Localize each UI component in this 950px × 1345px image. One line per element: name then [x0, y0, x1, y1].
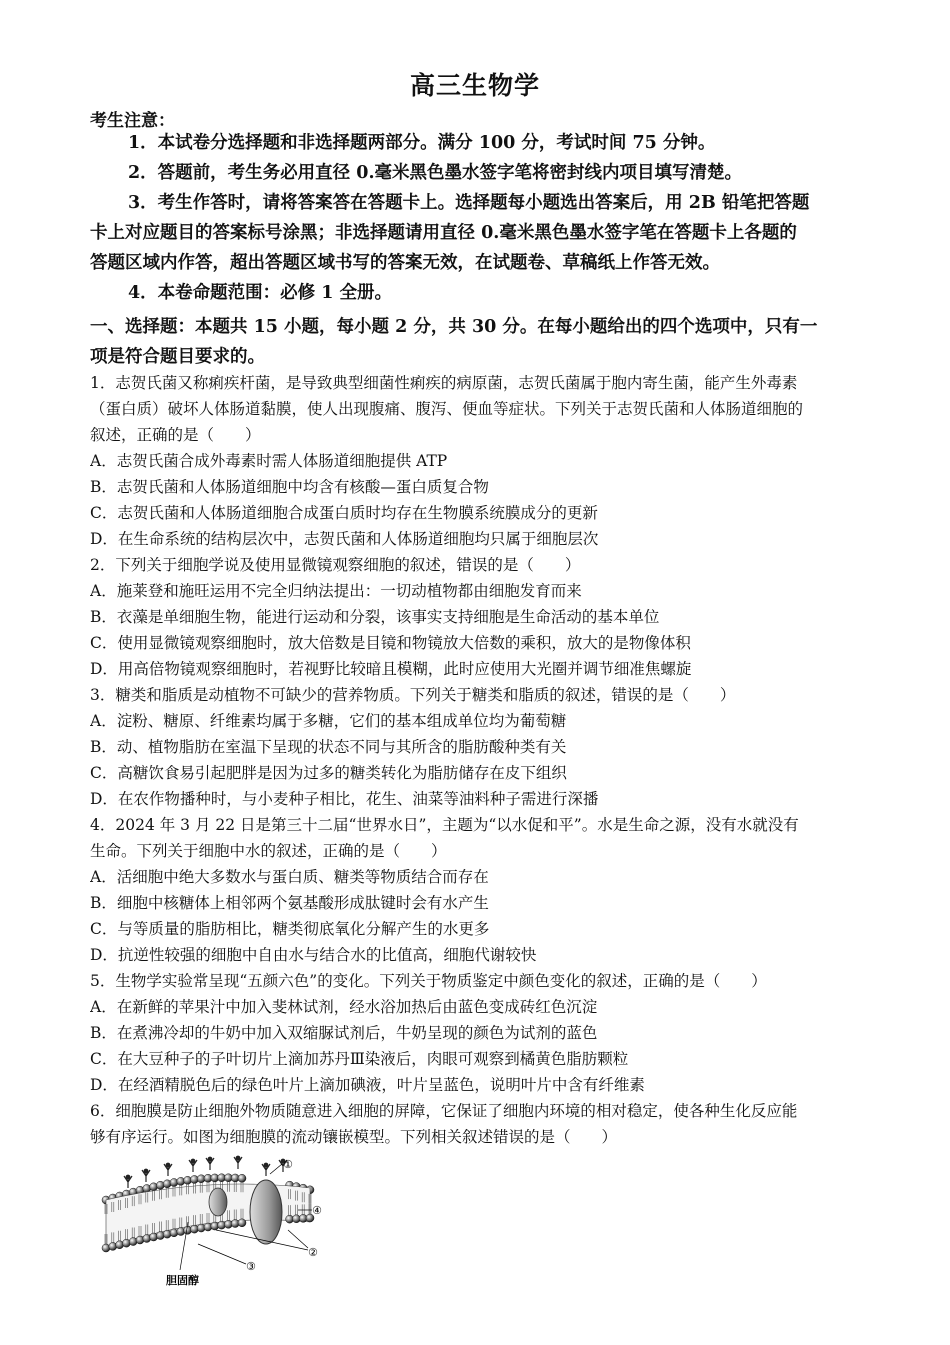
question-2	[90, 552, 870, 682]
question-stem: （蛋白质）破坏人体肠道黏膜，使人出现腹痛、腹泻、便血等症状。下列关于志贺氏菌和人体肠道细胞的	[90, 400, 804, 418]
question-1	[90, 370, 870, 552]
option-c: C．高糖饮食易引起肥胖是因为过多的糖类转化为脂肪储存在皮下组织	[90, 764, 567, 782]
notice-block	[90, 128, 870, 308]
question-stem: 生命。下列关于细胞中水的叙述，正确的是（ ）	[90, 842, 447, 860]
option-c: C．与等质量的脂肪相比，糖类彻底氧化分解产生的水更多	[90, 920, 490, 938]
label-2: ②	[308, 1246, 318, 1259]
question-stem: 4．2024 年 3 月 22 日是第三十二届“世界水日”，主题为“以水促和平”。水是生命之源，没有水就没有	[90, 816, 799, 834]
question-3	[90, 682, 870, 812]
option-b: B．动、植物脂肪在室温下呈现的状态不同与其所含的脂肪酸种类有关	[90, 738, 567, 756]
section-line: 项是符合题目要求的。	[90, 347, 265, 367]
notice-item: 卡上对应题目的答案标号涂黑；非选择题请用直径 0.毫米黑色墨水签字笔在答题卡上各题的	[90, 223, 797, 243]
transmembrane-protein	[250, 1180, 282, 1244]
option-d: D．在农作物播种时，与小麦种子相比，花生、油菜等油料种子需进行深播	[90, 790, 599, 808]
option-b: B．衣藻是单细胞生物，能进行运动和分裂，该事实支持细胞是生命活动的基本单位	[90, 608, 660, 626]
option-d: D．在经酒精脱色后的绿色叶片上滴加碘液，叶片呈蓝色，说明叶片中含有纤维素	[90, 1076, 645, 1094]
option-d: D．用高倍物镜观察细胞时，若视野比较暗且模糊，此时应使用大光圈并调节细准焦螺旋	[90, 660, 692, 678]
label-1: ①	[283, 1158, 293, 1171]
option-d: D．在生命系统的结构层次中，志贺氏菌和人体肠道细胞均只属于细胞层次	[90, 530, 599, 548]
notice-item: 2．答题前，考生务必用直径 0.毫米黑色墨水签字笔将密封线内项目填写清楚。	[128, 163, 743, 183]
option-c: C．使用显微镜观察细胞时，放大倍数是目镜和物镜放大倍数的乘积，放大的是物像体积	[90, 634, 691, 652]
option-a: A．淀粉、糖原、纤维素均属于多糖，它们的基本组成单位均为葡萄糖	[90, 712, 567, 730]
question-5	[90, 968, 870, 1098]
label-4: ④	[312, 1204, 322, 1217]
question-stem: 叙述，正确的是（ ）	[90, 426, 261, 444]
label-3: ③	[246, 1260, 256, 1273]
option-a: A．施莱登和施旺运用不完全归纳法提出：一切动植物都由细胞发育而来	[90, 582, 582, 600]
option-b: B．细胞中核糖体上相邻两个氨基酸形成肽键时会有水产生	[90, 894, 489, 912]
option-a: A．活细胞中绝大多数水与蛋白质、糖类等物质结合而存在	[90, 868, 489, 886]
page-title: 高三生物学	[409, 71, 540, 100]
question-stem: 够有序运行。如图为细胞膜的流动镶嵌模型。下列相关叙述错误的是（ ）	[90, 1128, 618, 1146]
notice-item: 1．本试卷分选择题和非选择题两部分。满分 100 分，考试时间 75 分钟。	[128, 133, 716, 153]
question-stem: 6．细胞膜是防止细胞外物质随意进入细胞的屏障，它保证了细胞内环境的相对稳定，使各种生化反应能	[90, 1102, 798, 1120]
notice-heading: 考生注意：	[90, 111, 175, 131]
option-d: D．抗逆性较强的细胞中自由水与结合水的比值高，细胞代谢较快	[90, 946, 537, 964]
section-heading	[90, 312, 870, 372]
question-6	[90, 1098, 870, 1150]
embedded-protein	[209, 1188, 227, 1216]
option-b: B．在煮沸冷却的牛奶中加入双缩脲试剂后，牛奶呈现的颜色为试剂的蓝色	[90, 1024, 598, 1042]
option-c: C．志贺氏菌和人体肠道细胞合成蛋白质时均存在生物膜系统膜成分的更新	[90, 504, 598, 522]
notice-item: 3．考生作答时，请将答案答在答题卡上。选择题每小题选出答案后，用 2B 铅笔把答题	[128, 193, 810, 213]
notice-item: 答题区域内作答，超出答题区域书写的答案无效，在试题卷、草稿纸上作答无效。	[90, 253, 720, 273]
phospholipid-head	[238, 1174, 246, 1182]
option-c: C．在大豆种子的子叶切片上滴加苏丹Ⅲ染液后，肉眼可观察到橘黄色脂肪颗粒	[90, 1050, 629, 1068]
question-stem: 3．糖类和脂质是动植物不可缺少的营养物质。下列关于糖类和脂质的叙述，错误的是（ ）	[90, 686, 736, 704]
question-stem: 5．生物学实验常呈现“五颜六色”的变化。下列关于物质鉴定中颜色变化的叙述，正确的是（ ）	[90, 972, 767, 990]
option-b: B．志贺氏菌和人体肠道细胞中均含有核酸—蛋白质复合物	[90, 478, 489, 496]
cholesterol-label: 胆固醇	[166, 1274, 199, 1287]
phospholipid-head	[238, 1219, 246, 1227]
section-line: 一、选择题：本题共 15 小题，每小题 2 分，共 30 分。在每小题给出的四个选项中，只有一	[90, 317, 818, 337]
question-stem: 2．下列关于细胞学说及使用显微镜观察细胞的叙述，错误的是（ ）	[90, 556, 581, 574]
question-4	[90, 812, 870, 968]
question-stem: 1．志贺氏菌又称痢疾杆菌，是导致典型细菌性痢疾的病原菌，志贺氏菌属于胞内寄生菌，能产生外毒素	[90, 374, 798, 392]
option-a: A．在新鲜的苹果汁中加入斐林试剂，经水浴加热后由蓝色变成砖红色沉淀	[90, 998, 598, 1016]
notice-item: 4．本卷命题范围：必修 1 全册。	[128, 283, 393, 303]
cell-membrane-figure	[98, 1152, 343, 1287]
option-a: A．志贺氏菌合成外毒素时需人体肠道细胞提供 ATP	[90, 452, 448, 470]
